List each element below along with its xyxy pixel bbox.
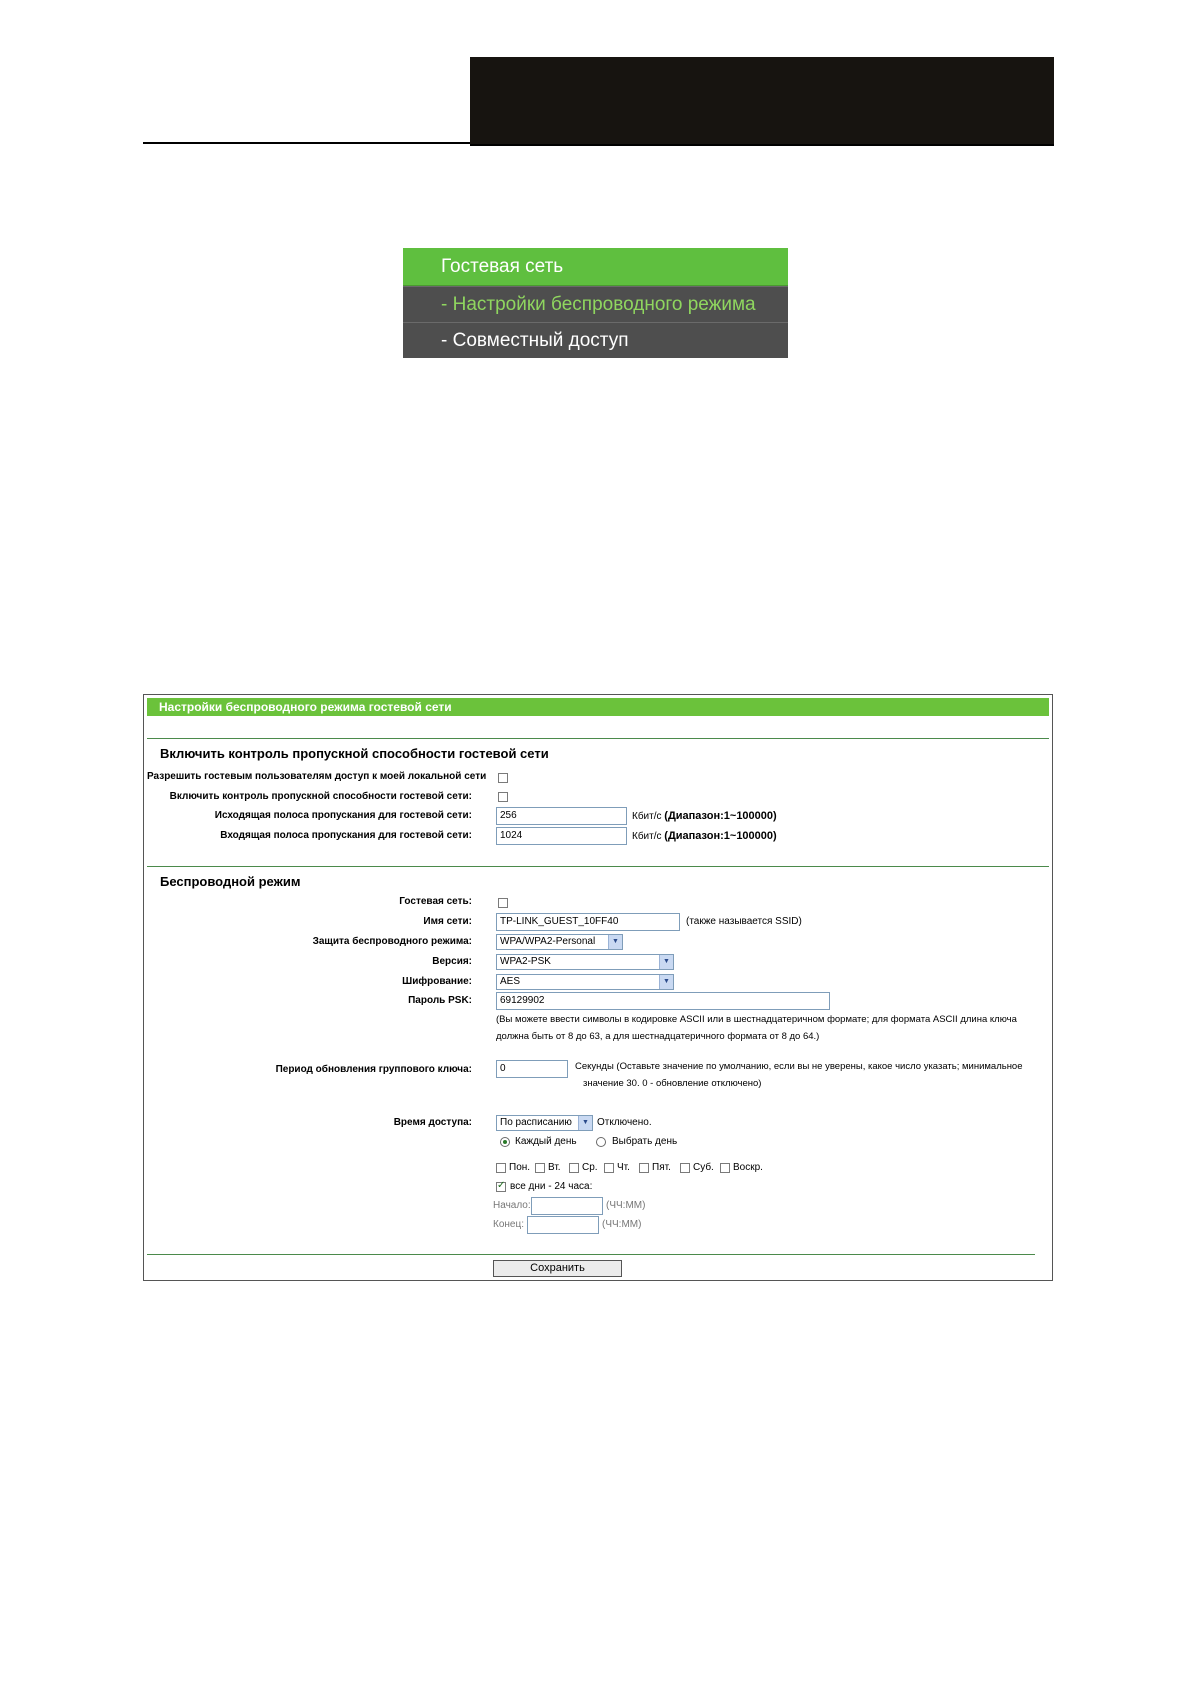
version-select[interactable]: WPA2-PSK ▼ (496, 954, 674, 970)
day-checkbox-wed[interactable] (569, 1163, 579, 1173)
every-day-radio[interactable] (500, 1137, 510, 1147)
allow-local-access-checkbox[interactable] (498, 773, 508, 783)
start-label: Начало: (493, 1200, 531, 1211)
all-day-label: все дни - 24 часа: (510, 1181, 593, 1192)
header-rule (143, 142, 470, 144)
day-checkbox-sun[interactable] (720, 1163, 730, 1173)
psk-input[interactable]: 69129902 (496, 992, 830, 1010)
all-day-checkbox[interactable] (496, 1182, 506, 1192)
day-checkbox-mon[interactable] (496, 1163, 506, 1173)
day-label-wed: Ср. (582, 1162, 598, 1173)
egress-bandwidth-input[interactable]: 256 (496, 807, 627, 825)
chevron-down-icon: ▼ (578, 1116, 592, 1130)
version-label: Версия: (432, 956, 472, 967)
day-label-sat: Суб. (693, 1162, 714, 1173)
psk-note-line-1: (Вы можете ввести символы в кодировке ASCII или в шестнадцатеричном формате; для формата ASCII длина ключа (496, 1014, 1017, 1025)
ssid-input[interactable]: TP-LINK_GUEST_10FF40 (496, 913, 680, 931)
access-time-label: Время доступа: (393, 1117, 472, 1128)
psk-label: Пароль PSK: (408, 995, 472, 1006)
group-key-label: Период обновления группового ключа: (275, 1064, 472, 1075)
menu-item-storage-sharing[interactable]: - Совместный доступ (403, 322, 788, 358)
enable-bandwidth-checkbox[interactable] (498, 792, 508, 802)
day-checkbox-thu[interactable] (604, 1163, 614, 1173)
day-label-sun: Воскр. (733, 1162, 763, 1173)
bandwidth-section-title: Включить контроль пропускной способности гостевой сети (160, 746, 549, 761)
security-label: Защита беспроводного режима: (312, 936, 472, 947)
guest-network-checkbox[interactable] (498, 898, 508, 908)
ingress-unit: Кбит/с (632, 831, 662, 842)
chevron-down-icon: ▼ (659, 975, 673, 989)
guest-wireless-settings-panel (143, 694, 1053, 1281)
group-key-note-line-1: Секунды (Оставьте значение по умолчанию, если вы не уверены, какое число указать; минимальное (575, 1061, 1023, 1072)
ingress-range: (Диапазон:1~100000) (664, 830, 777, 842)
encryption-select[interactable]: AES ▼ (496, 974, 674, 990)
guest-network-menu (403, 248, 788, 360)
menu-item-wireless-settings[interactable]: - Настройки беспроводного режима (403, 286, 788, 322)
enable-bandwidth-label: Включить контроль пропускной способности гостевой сети: (169, 791, 472, 802)
chevron-down-icon: ▼ (608, 935, 622, 949)
ssid-hint: (также называется SSID) (686, 916, 802, 927)
psk-note-line-2: должна быть от 8 до 63, а для шестнадцатеричного формата от 8 до 64.) (496, 1031, 820, 1042)
start-time-input[interactable] (531, 1197, 603, 1215)
day-label-fri: Пят. (652, 1162, 671, 1173)
end-time-hint: (ЧЧ:ММ) (602, 1219, 642, 1230)
panel-title: Настройки беспроводного режима гостевой сети (147, 698, 1049, 716)
ingress-bandwidth-input[interactable]: 1024 (496, 827, 627, 845)
choose-day-radio[interactable] (596, 1137, 606, 1147)
ssid-label: Имя сети: (423, 916, 472, 927)
egress-range: (Диапазон:1~100000) (664, 810, 777, 822)
access-status: Отключено. (597, 1117, 652, 1128)
header-banner (470, 57, 1054, 146)
divider (147, 866, 1049, 867)
security-select[interactable]: WPA/WPA2-Personal ▼ (496, 934, 623, 950)
divider (147, 738, 1049, 739)
divider (147, 1254, 1035, 1255)
day-label-tue: Вт. (548, 1162, 561, 1173)
day-checkbox-fri[interactable] (639, 1163, 649, 1173)
egress-unit: Кбит/с (632, 811, 662, 822)
end-time-input[interactable] (527, 1216, 599, 1234)
day-checkbox-tue[interactable] (535, 1163, 545, 1173)
group-key-input[interactable]: 0 (496, 1060, 568, 1078)
menu-item-guest-network[interactable]: Гостевая сеть (403, 248, 788, 286)
every-day-label: Каждый день (515, 1136, 577, 1147)
save-button[interactable]: Сохранить (493, 1260, 622, 1277)
allow-local-access-label: Разрешить гостевым пользователям доступ к моей локальной сети (147, 771, 487, 782)
group-key-note-line-2: значение 30. 0 - обновление отключено) (583, 1078, 762, 1089)
ingress-bandwidth-label: Входящая полоса пропускания для гостевой сети: (220, 830, 472, 841)
end-label: Конец: (493, 1219, 524, 1230)
day-label-thu: Чт. (617, 1162, 630, 1173)
start-time-hint: (ЧЧ:ММ) (606, 1200, 646, 1211)
egress-bandwidth-label: Исходящая полоса пропускания для гостевой сети: (214, 810, 472, 821)
guest-network-label: Гостевая сеть: (399, 896, 472, 907)
encryption-label: Шифрование: (402, 976, 472, 987)
access-time-select[interactable]: По расписанию ▼ (496, 1115, 593, 1131)
wireless-section-title: Беспроводной режим (160, 874, 301, 889)
day-checkbox-sat[interactable] (680, 1163, 690, 1173)
chevron-down-icon: ▼ (659, 955, 673, 969)
day-label-mon: Пон. (509, 1162, 531, 1173)
choose-day-label: Выбрать день (612, 1136, 678, 1147)
